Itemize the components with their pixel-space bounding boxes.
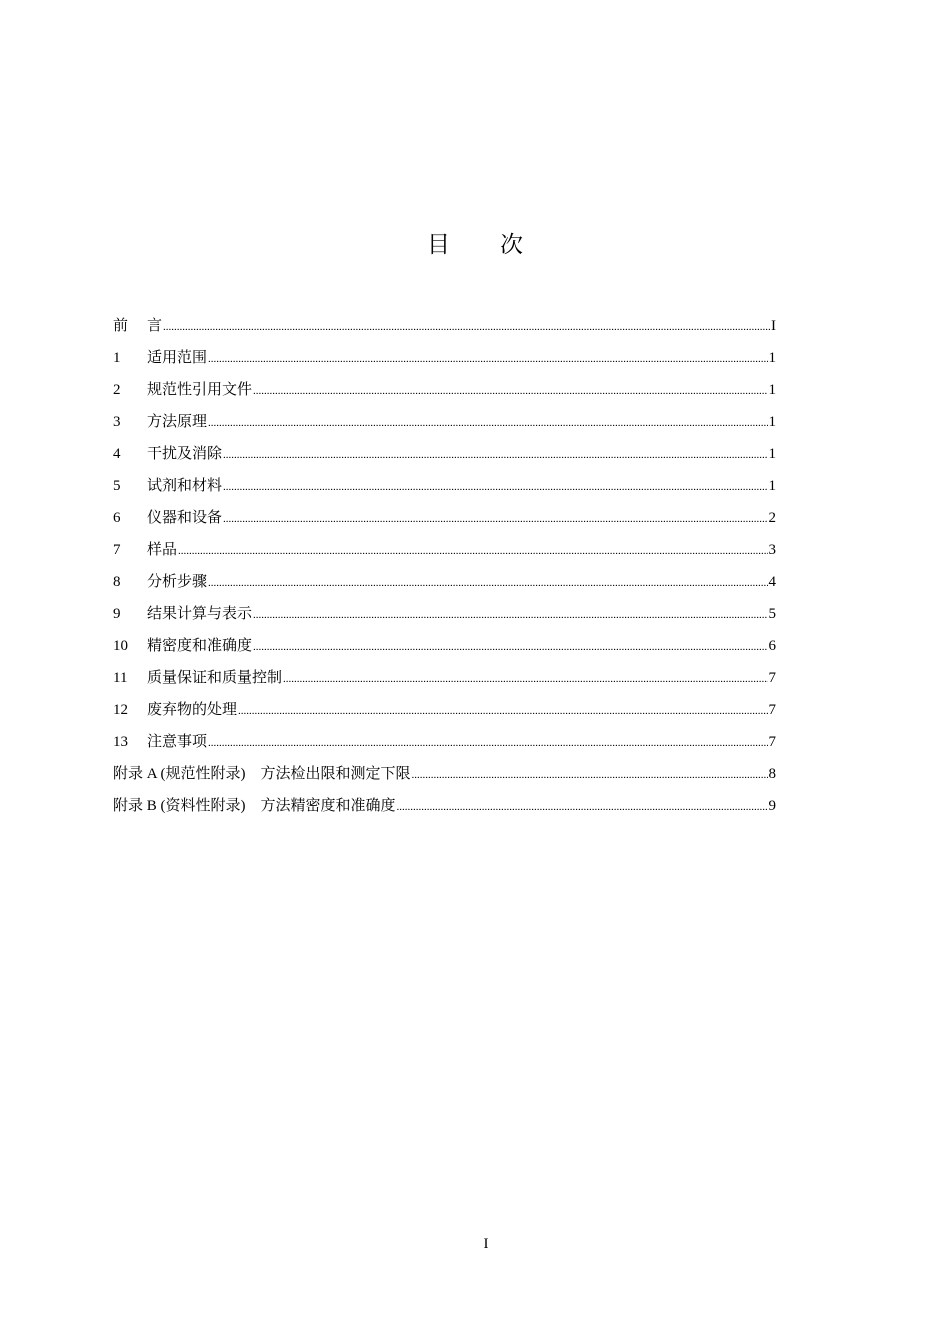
toc-entry-page: 7 xyxy=(768,734,776,750)
toc-entry-title: 质量保证和质量控制 xyxy=(147,670,283,686)
toc-entry-page: 1 xyxy=(768,414,776,430)
toc-entry-12[interactable] xyxy=(113,694,776,726)
dot-leader xyxy=(253,631,767,663)
toc-entry-13[interactable] xyxy=(113,726,776,758)
toc-entry-page: 5 xyxy=(768,606,776,622)
toc-entry-title: 结果计算与表示 xyxy=(147,606,253,622)
toc-entry-title: 附录 B (资料性附录) 方法精密度和准确度 xyxy=(113,798,396,814)
toc-entry-number: 12 xyxy=(113,702,128,718)
page-number: I xyxy=(483,1236,489,1252)
toc-entry-9[interactable] xyxy=(113,598,776,630)
toc-entry-page: 3 xyxy=(768,542,776,558)
toc-entry-title: 附录 A (规范性附录) 方法检出限和测定下限 xyxy=(113,766,411,782)
toc-entry-7[interactable] xyxy=(113,534,776,566)
toc-entry-5[interactable] xyxy=(113,470,776,502)
toc-entry-title: 分析步骤 xyxy=(147,574,208,590)
dot-leader xyxy=(283,663,767,695)
toc-entry-1[interactable] xyxy=(113,342,776,374)
title-char-2: 次 xyxy=(500,232,523,258)
toc-entry-title: 方法原理 xyxy=(147,414,208,430)
toc-entry-title: 言 xyxy=(147,318,163,334)
toc-entry-page: 4 xyxy=(768,574,776,590)
toc-entry-page: 1 xyxy=(768,446,776,462)
page-title xyxy=(0,228,950,262)
toc-entry-preface[interactable] xyxy=(113,310,776,342)
toc-entry-page: 8 xyxy=(768,766,776,782)
toc-entry-2[interactable] xyxy=(113,374,776,406)
dot-leader xyxy=(178,535,767,567)
toc-entry-title: 适用范围 xyxy=(147,350,208,366)
toc-entry-number: 4 xyxy=(113,446,121,462)
toc-entry-number: 3 xyxy=(113,414,121,430)
dot-leader xyxy=(208,343,767,375)
toc-entry-3[interactable] xyxy=(113,406,776,438)
toc-entry-title: 废弃物的处理 xyxy=(147,702,238,718)
dot-leader xyxy=(223,471,767,503)
dot-leader xyxy=(253,375,767,407)
toc-entry-title: 样品 xyxy=(147,542,178,558)
toc-entry-number: 13 xyxy=(113,734,128,750)
toc-entry-page: 1 xyxy=(768,350,776,366)
toc-entry-number: 8 xyxy=(113,574,121,590)
dot-leader xyxy=(208,727,767,759)
toc-entry-appendix-a[interactable] xyxy=(113,758,776,790)
toc-entry-4[interactable] xyxy=(113,438,776,470)
toc-entry-page: 1 xyxy=(768,478,776,494)
toc-entry-number: 2 xyxy=(113,382,121,398)
toc-entry-6[interactable] xyxy=(113,502,776,534)
dot-leader xyxy=(397,791,768,823)
toc-entry-10[interactable] xyxy=(113,630,776,662)
dot-leader xyxy=(253,599,767,631)
toc-entry-title: 仪器和设备 xyxy=(147,510,223,526)
toc-entry-title: 注意事项 xyxy=(147,734,208,750)
toc-entry-title: 规范性引用文件 xyxy=(147,382,253,398)
toc-entry-11[interactable] xyxy=(113,662,776,694)
toc-entry-page: I xyxy=(771,318,776,334)
toc-entry-number: 10 xyxy=(113,638,128,654)
dot-leader xyxy=(208,567,767,599)
toc-entry-number: 9 xyxy=(113,606,121,622)
toc-entry-number: 1 xyxy=(113,350,121,366)
toc-entry-number: 7 xyxy=(113,542,121,558)
toc-entry-number: 前 xyxy=(113,318,129,334)
toc-entry-number: 6 xyxy=(113,510,121,526)
dot-leader xyxy=(223,503,767,535)
toc-entry-page: 9 xyxy=(768,798,776,814)
dot-leader xyxy=(238,695,767,727)
toc-entry-8[interactable] xyxy=(113,566,776,598)
dot-leader xyxy=(412,759,768,791)
toc-entry-number: 5 xyxy=(113,478,121,494)
toc-entry-title: 干扰及消除 xyxy=(147,446,223,462)
toc-entry-page: 2 xyxy=(768,510,776,526)
toc-entry-page: 7 xyxy=(768,702,776,718)
toc-entry-number: 11 xyxy=(113,670,128,686)
dot-leader xyxy=(223,439,767,471)
toc-entry-title: 精密度和准确度 xyxy=(147,638,253,654)
toc-entry-appendix-b[interactable] xyxy=(113,790,776,822)
dot-leader xyxy=(163,311,770,343)
toc-entry-page: 1 xyxy=(768,382,776,398)
dot-leader xyxy=(208,407,767,439)
title-char-1: 目 xyxy=(427,232,450,258)
table-of-contents xyxy=(113,310,776,822)
toc-entry-page: 7 xyxy=(768,670,776,686)
toc-entry-title: 试剂和材料 xyxy=(147,478,223,494)
toc-entry-page: 6 xyxy=(768,638,776,654)
